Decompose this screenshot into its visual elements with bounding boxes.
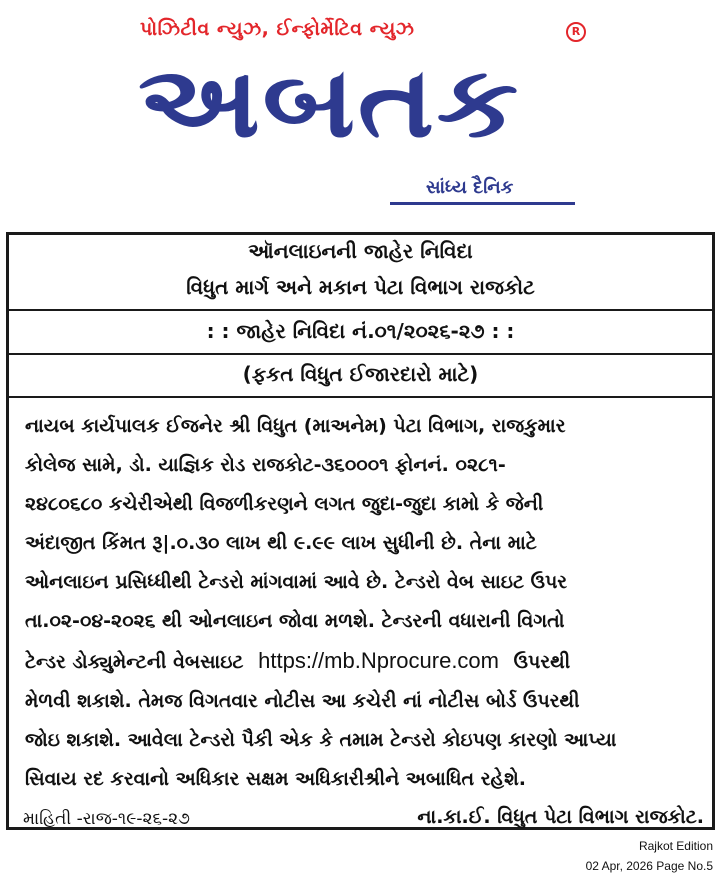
edition-date-page: 02 Apr, 2026 Page No.5 (585, 859, 713, 873)
divider (9, 309, 712, 311)
registered-mark-icon: R (566, 22, 586, 42)
body-line: સિવાય રદ કરવાનો અધિકાર સક્ષમ અધિકારીશ્રીને અબાધિત રહેશે. (25, 768, 526, 790)
edition-name: Rajkot Edition (638, 839, 713, 853)
tender-number: : : જાહેર નિવિદા નં.૦૧/૨૦૨૬-૨૭ : : (206, 319, 515, 343)
notice-body (25, 407, 701, 799)
url-line (25, 641, 701, 682)
body-line: ૨૪૮૦૬૮૦ કચેરીએથી વિજળીકરણને લગત જુદા-જુદા કામો કે જેની (25, 493, 544, 515)
logo-subtitle: સાંધ્ય દૈનિક (426, 177, 514, 198)
url-prefix: ટેન્ડર ડોક્યુમેન્ટની વેબસાઇટ (25, 651, 244, 673)
logo-underline (390, 202, 575, 205)
tender-website-link[interactable]: https://mb.Nprocure.com (258, 648, 499, 673)
eligibility-note: (ફકત વિધુત ઈજારદારો માટે) (242, 362, 479, 386)
body-line: કોલેજ સામે, ડો. યાજ્ઞિક રોડ રાજકોટ-૩૬૦૦૦૧ ફોનનં. ૦૨૮૧- (25, 454, 506, 476)
body-line: ઓનલાઇન પ્રસિધ્ધીથી ટેન્ડરો માંગવામાં આવે છે. ટેન્ડરો વેબ સાઇટ ઉપર (25, 571, 568, 593)
masthead (0, 0, 721, 215)
body-line: નાયબ કાર્યપાલક ઈજનેર શ્રી વિધુત (માઅનેમ) પેટા વિભાગ, રાજકુમાર (25, 415, 566, 437)
body-line: જોઇ શકાશે. આવેલા ટેન્ડરો પૈકી એક કે તમામ ટેન્ડરો કોઇપણ કારણો આપ્યા (25, 729, 617, 751)
edition-info (586, 836, 713, 876)
tender-notice (6, 232, 715, 830)
url-suffix: ઉપરથી (513, 651, 571, 673)
body-line: મેળવી શકાશે. તેમજ વિગતવાર નોટીસ આ કચેરી નાં નોટીસ બોર્ડ ઉપરથી (25, 690, 580, 712)
notice-title: ઑનલાઇનની જાહેર નિવિદા (248, 239, 473, 263)
divider (9, 353, 712, 355)
body-line: તા.૦૨-૦૪-૨૦૨૬ થી ઓનલાઇન જોવા મળશે. ટેન્ડરની વધારાની વિગતો (25, 610, 565, 632)
info-reference: માહિતી -રાજ-૧૯-૨૬-૨૭ (23, 809, 190, 829)
signatory: ના.કા.ઈ. વિધુત પેટા વિભાગ રાજકોટ. (417, 806, 704, 828)
newspaper-logo: અબતક (138, 46, 521, 160)
body-line: અંદાજીત કિંમત રૂ|.૦.૩૦ લાખ થી ૯.૯૯ લાખ સુધીની છે. તેના માટે (25, 532, 537, 554)
notice-department: વિધુત માર્ગ અને મકાન પેટા વિભાગ રાજકોટ (186, 275, 535, 299)
divider (9, 396, 712, 398)
tagline: પોઝિટીવ ન્યુઝ, ઈન્ફોર્મેટિવ ન્યુઝ (140, 18, 415, 40)
